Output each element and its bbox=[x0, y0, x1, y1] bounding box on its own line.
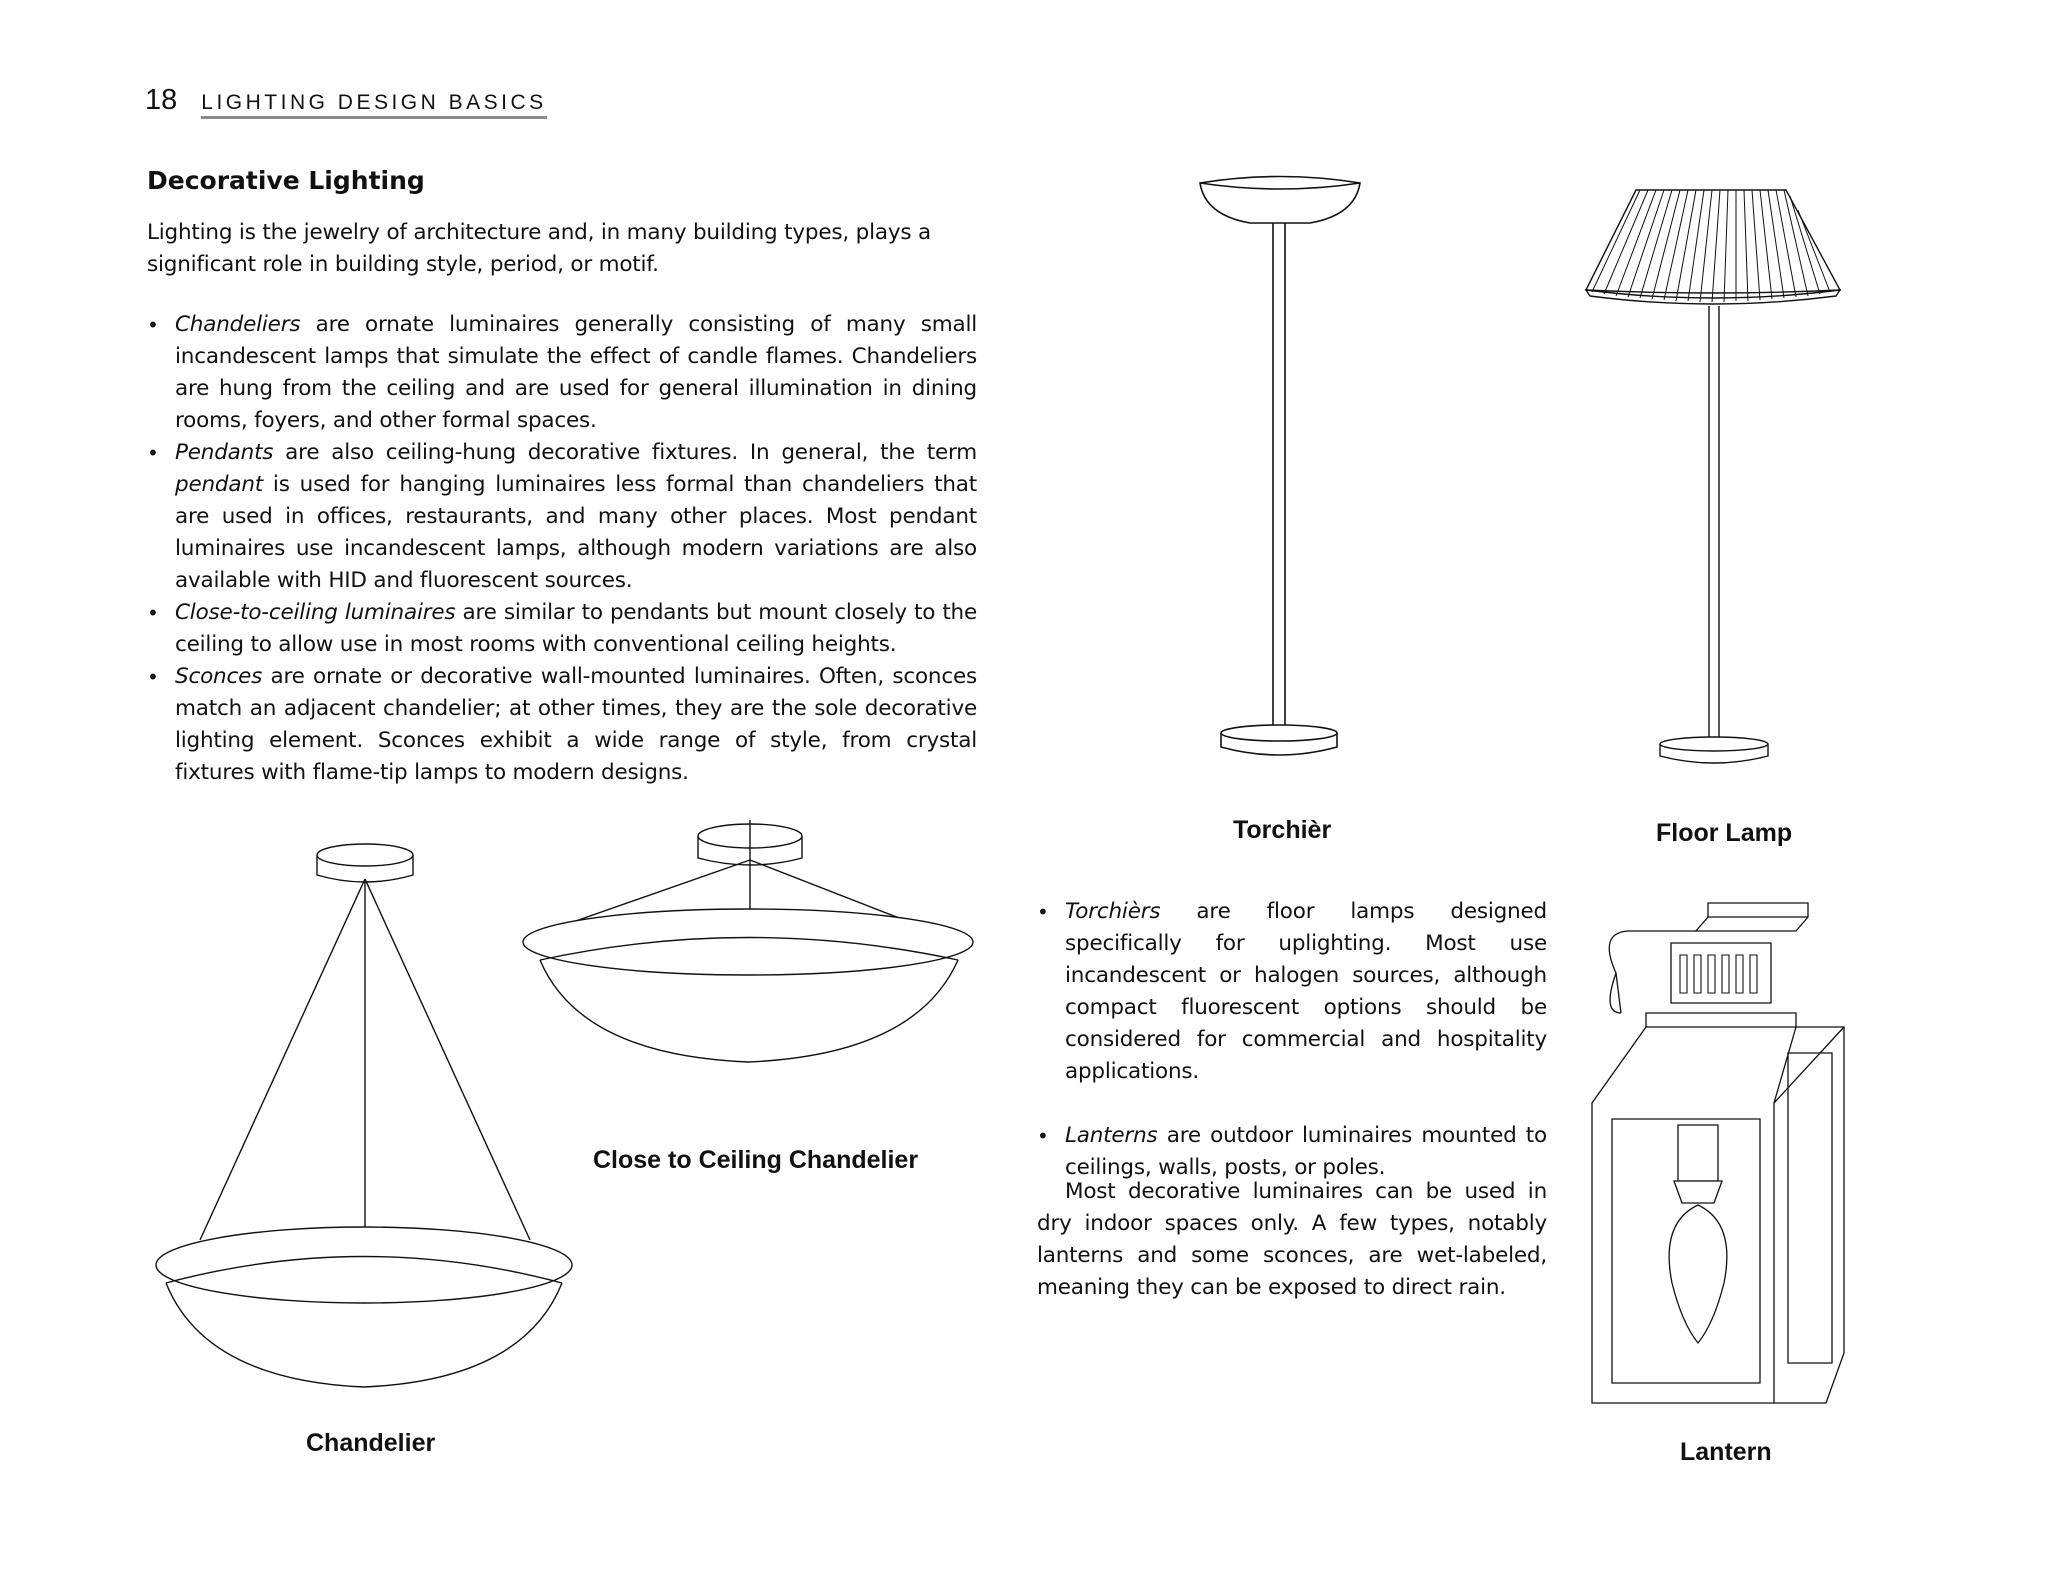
item-text: are ornate luminaires generally consisting of many small incandescent lamps that simulate the effect of candle flames. Chandeliers are hung from the ceiling and are used for general illumination in dining rooms, foyers, and other formal spaces. bbox=[175, 312, 977, 433]
section-title: Decorative Lighting bbox=[147, 166, 425, 195]
list-item-torchiers bbox=[1037, 896, 1547, 1088]
list-item-close-to-ceiling bbox=[147, 597, 977, 661]
term-pendant-inline: pendant bbox=[175, 472, 263, 497]
term-chandeliers: Chandeliers bbox=[175, 312, 301, 337]
running-title: LIGHTING DESIGN BASICS bbox=[201, 92, 546, 119]
list-item-pendants bbox=[147, 437, 977, 597]
main-bullet-list bbox=[147, 309, 977, 789]
term-torchiers: Torchièrs bbox=[1065, 899, 1161, 924]
item-text: are floor lamps designed specifically for uplighting. Most use incandescent or halogen sources, although compact fluorescent options should be considered for commercial and hospitality applications. bbox=[1065, 899, 1547, 1084]
torchier-illustration bbox=[1190, 175, 1390, 765]
running-head bbox=[145, 86, 547, 120]
page-number: 18 bbox=[145, 84, 178, 116]
note-paragraph: Most decorative luminaires can be used in dry indoor spaces only. A few types, notably lanterns and some sconces, are wet-labeled, meaning they can be exposed to direct rain. bbox=[1037, 1179, 1547, 1300]
item-text: are ornate or decorative wall-mounted luminaires. Often, sconces match an adjacent chandelier; at other times, they are the sole decorative lighting element. Sconces exhibit a wide range of style, from crystal fixtures with flame-tip lamps to modern designs. bbox=[175, 664, 977, 785]
term-sconces: Sconces bbox=[175, 664, 263, 689]
chandelier-label: Chandelier bbox=[306, 1429, 436, 1457]
close-to-ceiling-illustration bbox=[520, 820, 980, 1110]
item-text: are also ceiling-hung decorative fixtures. In general, the term bbox=[273, 440, 977, 465]
term-pendants: Pendants bbox=[175, 440, 274, 465]
list-item-sconces bbox=[147, 661, 977, 789]
torchier-label: Torchièr bbox=[1233, 816, 1332, 844]
item-text: are outdoor luminaires mounted to ceilings, walls, posts, or poles. bbox=[1065, 1123, 1547, 1180]
lantern-label: Lantern bbox=[1680, 1438, 1772, 1466]
floor-lamp-label: Floor Lamp bbox=[1656, 819, 1793, 847]
term-lanterns: Lanterns bbox=[1065, 1123, 1158, 1148]
intro-paragraph: Lighting is the jewelry of architecture and, in many building types, plays a significant role in building style, period, or motif. bbox=[147, 220, 931, 277]
chandelier-illustration bbox=[150, 835, 580, 1395]
item-text: are similar to pendants but mount closely to the ceiling to allow use in most rooms with conventional ceiling heights. bbox=[175, 600, 977, 657]
list-item-lanterns bbox=[1037, 1120, 1547, 1184]
floor-lamp-illustration bbox=[1578, 188, 1848, 768]
lantern-illustration bbox=[1576, 903, 1856, 1413]
term-close-to-ceiling: Close-to-ceiling luminaires bbox=[175, 600, 456, 625]
close-to-ceiling-label: Close to Ceiling Chandelier bbox=[593, 1146, 919, 1174]
side-bullet-list bbox=[1037, 896, 1547, 1184]
item-text-continued: is used for hanging luminaires less formal than chandeliers that are used in offices, restaurants, and many other places. Most pendant luminaires use incandescent lamps, although modern variations are also available with HID and fluorescent sources. bbox=[175, 472, 977, 593]
list-item-chandeliers bbox=[147, 309, 977, 437]
